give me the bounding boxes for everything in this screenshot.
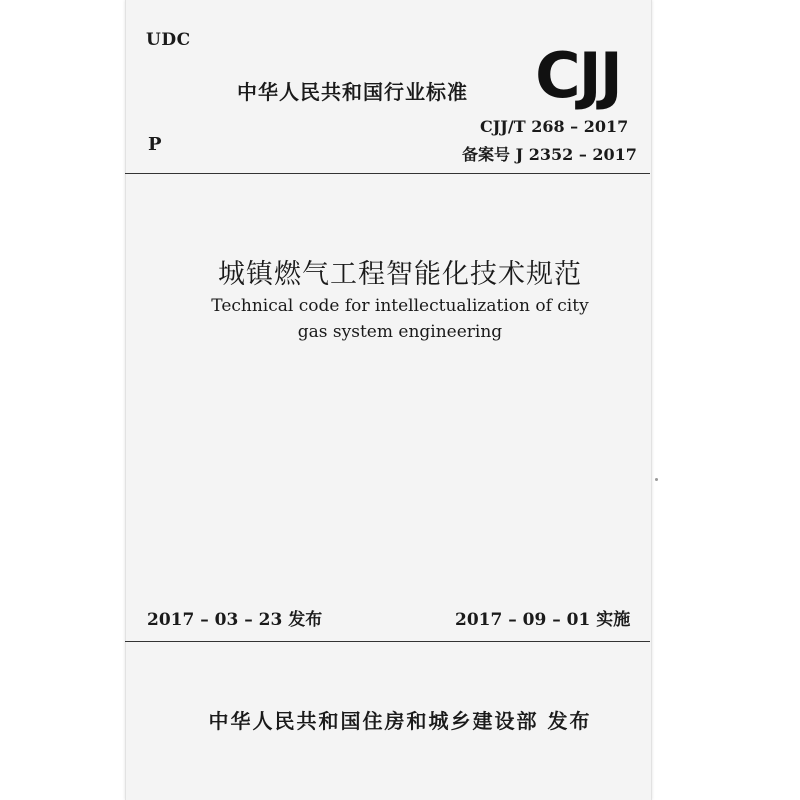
standard-type: 中华人民共和国行业标准	[237, 80, 468, 104]
issue-date: 2017 – 03 – 23 发布	[147, 610, 323, 630]
classification-label: P	[148, 134, 162, 155]
title-english-line1: Technical code for intellectualization of city	[211, 296, 589, 316]
record-number: 备案号 J 2352 – 2017	[462, 145, 637, 164]
udc-label: UDC	[146, 30, 191, 50]
speck	[655, 478, 658, 481]
title-english-line2: gas system engineering	[297, 322, 503, 342]
top-divider	[125, 173, 650, 174]
cjj-logo: CJJ	[535, 39, 621, 112]
standard-code: CJJ/T 268 – 2017	[480, 117, 629, 136]
implementation-date: 2017 – 09 – 01 实施	[455, 610, 631, 630]
bottom-divider	[125, 641, 650, 642]
issuing-ministry: 中华人民共和国住房和城乡建设部 发布	[208, 709, 592, 733]
title-chinese: 城镇燃气工程智能化技术规范	[218, 259, 582, 290]
